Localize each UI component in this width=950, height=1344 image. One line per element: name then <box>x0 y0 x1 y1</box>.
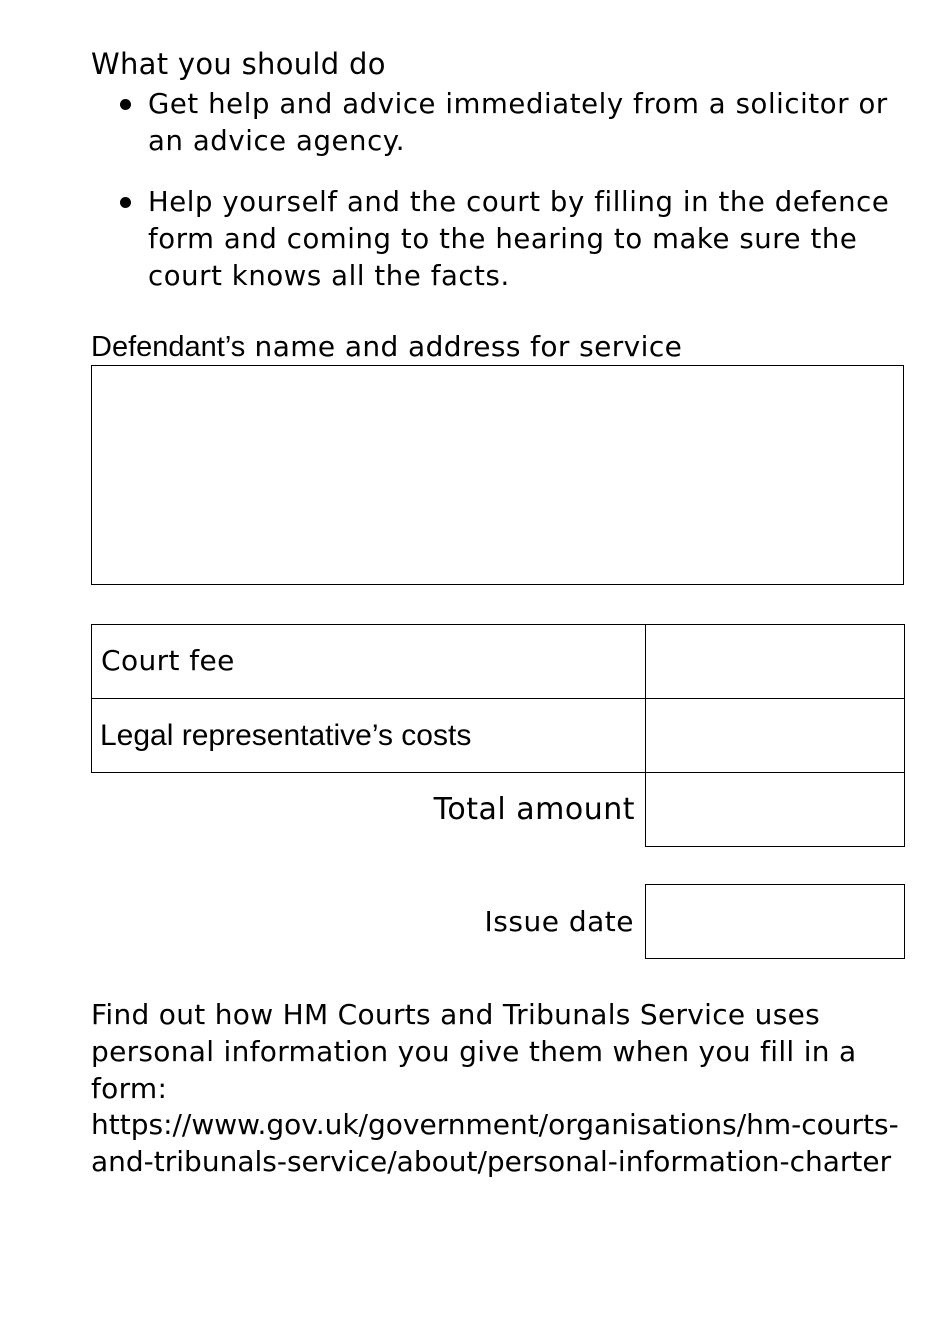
address-label <box>91 327 682 367</box>
total-amount-label: Total amount <box>433 792 635 827</box>
issue-date-field[interactable] <box>645 884 905 959</box>
bullet-icon <box>120 197 131 208</box>
court-fee-field[interactable] <box>645 624 905 699</box>
address-field[interactable] <box>91 365 904 585</box>
court-fee-label-cell <box>91 624 646 699</box>
court-fee-label: Court fee <box>101 644 235 677</box>
advice-text-2: Help yourself and the court by filling in the defence form and coming to the hearing to make sure the court knows all the facts. <box>148 186 890 292</box>
section-heading: What you should do <box>91 47 386 81</box>
legal-costs-field[interactable] <box>645 698 905 773</box>
advice-list <box>91 86 891 295</box>
privacy-charter-link[interactable]: https://www.gov.uk/government/organisations/hm-courts-and-tribunals-service/about/personal-information-charter <box>91 1108 899 1178</box>
legal-costs-label: Legal representative’s costs <box>100 719 472 752</box>
issue-date-label: Issue date <box>484 905 634 938</box>
address-label-defendant: Defendant’s <box>91 331 246 363</box>
list-item <box>91 184 891 295</box>
bullet-icon <box>120 99 131 110</box>
address-label-rest: name and address for service <box>245 330 683 363</box>
privacy-info-text: Find out how HM Courts and Tribunals Service uses personal information you give them when you fill in a form: <box>91 998 857 1105</box>
legal-costs-label-cell <box>91 698 646 773</box>
advice-text-1: Get help and advice immediately from a solicitor or an advice agency. <box>148 88 888 157</box>
list-item <box>91 86 891 160</box>
total-amount-field[interactable] <box>645 772 905 847</box>
